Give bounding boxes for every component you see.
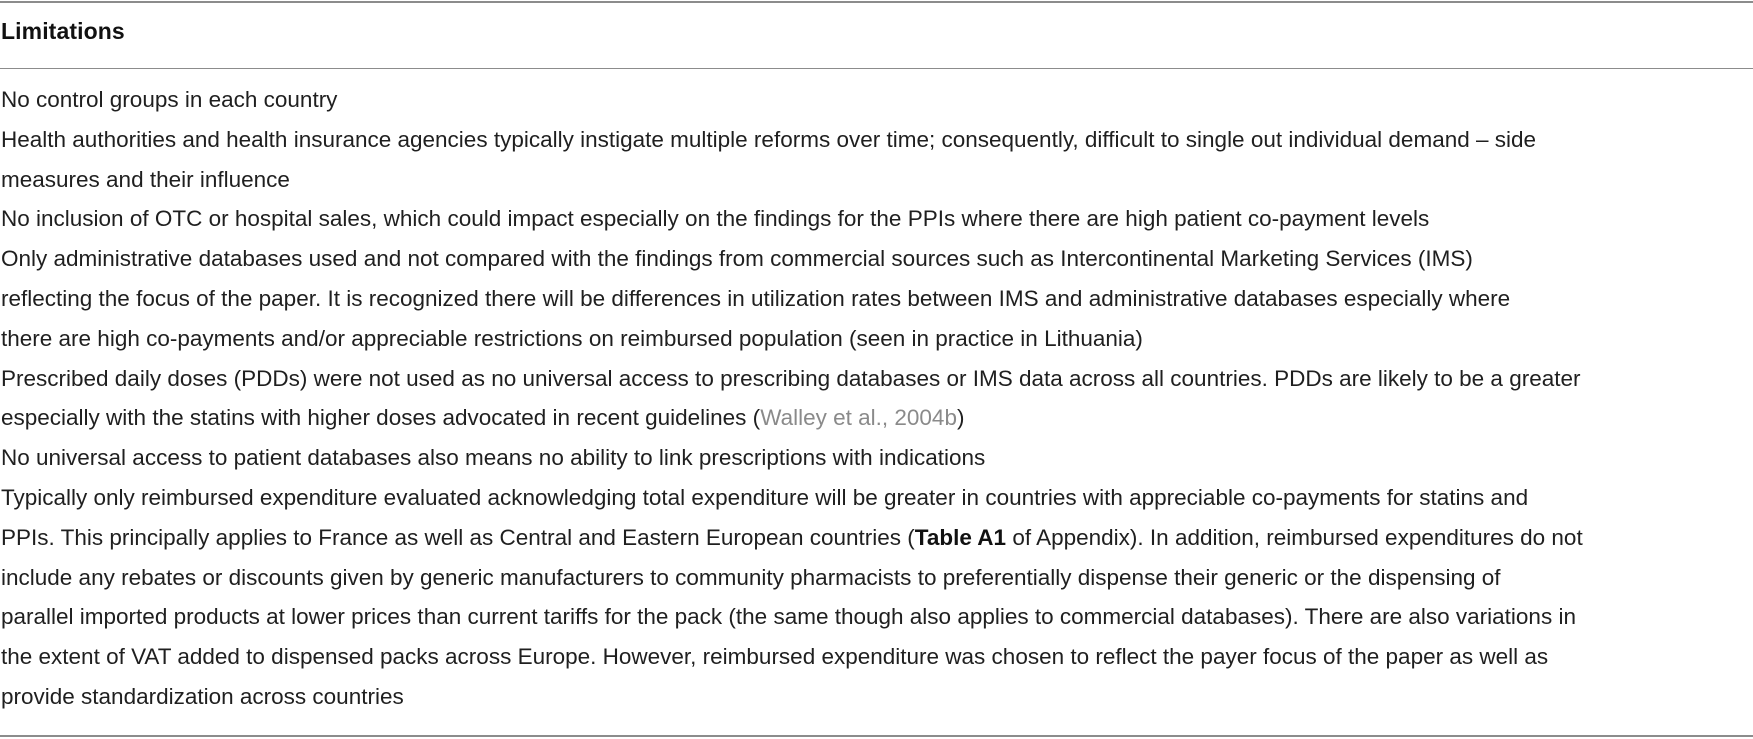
- row-text-segment: ): [956, 405, 965, 431]
- table-body: [1, 80, 1749, 717]
- row-text-line: measures and their influence: [1, 166, 290, 192]
- table-row-multiple-reforms: [1, 120, 1749, 200]
- row-text-line: Health authorities and health insurance agencies typically instigate multiple reforms over time; consequently, difficult to single out individual demand – side: [1, 126, 1537, 152]
- row-text-line: reflecting the focus of the paper. It is recognized there will be differences in utilization rates between IMS and administrative databases especially where: [1, 285, 1511, 311]
- table-header-rule: [0, 68, 1753, 69]
- row-text-line: provide standardization across countries: [1, 683, 404, 709]
- row-text-line: parallel imported products at lower prices than current tariffs for the pack (the same though also applies to commercial databases). There are also variations in: [1, 604, 1576, 630]
- row-text-line: Only administrative databases used and not compared with the findings from commercial sources such as Intercontinental Marketing Services (IMS): [1, 246, 1473, 272]
- row-text-segment: of Appendix). In addition, reimbursed expenditures do not: [1006, 524, 1583, 550]
- table-row-reimbursed-expenditure: [1, 478, 1749, 717]
- row-text-line: there are high co-payments and/or appreciable restrictions on reimbursed population (seen in practice in Lithuania): [1, 325, 1143, 351]
- table-row-patient-databases: [1, 438, 1749, 478]
- table-reference-link[interactable]: Table A1: [914, 524, 1007, 550]
- table-row-administrative-databases: [1, 239, 1749, 358]
- citation-link[interactable]: Walley et al., 2004b: [760, 405, 957, 431]
- row-text-line: Prescribed daily doses (PDDs) were not used as no universal access to prescribing databases or IMS data across all countries. PDDs are likely to be a greater: [1, 365, 1581, 391]
- row-text-line: include any rebates or discounts given by generic manufacturers to community pharmacists to preferentially dispense their generic or the dispensing of: [1, 564, 1501, 590]
- row-text-line: No inclusion of OTC or hospital sales, which could impact especially on the findings for the PPIs where there are high patient co-payment levels: [1, 206, 1430, 232]
- row-text-line: No universal access to patient databases also means no ability to link prescriptions with indications: [1, 445, 986, 471]
- row-text-line: No control groups in each country: [1, 87, 338, 112]
- row-text-line: [1, 518, 1749, 558]
- table-top-rule: [0, 1, 1753, 3]
- row-text-line: [1, 398, 1749, 438]
- row-text-line: the extent of VAT added to dispensed packs across Europe. However, reimbursed expenditure was chosen to reflect the payer focus of the paper as well as: [1, 644, 1549, 670]
- row-text-segment: PPIs. This principally applies to France as well as Central and Eastern European countries (: [1, 524, 915, 550]
- row-text-segment: especially with the statins with higher doses advocated in recent guidelines (: [1, 405, 761, 431]
- row-text-line: Typically only reimbursed expenditure evaluated acknowledging total expenditure will be greater in countries with appreciable co-payments for statins and: [1, 484, 1529, 510]
- table-row-prescribed-daily-doses: [1, 359, 1749, 439]
- table-bottom-rule: [0, 735, 1753, 737]
- table-row-no-control-groups: [1, 80, 1749, 120]
- table-column-header: Limitations: [1, 18, 125, 44]
- table-row-no-otc-sales: [1, 199, 1749, 239]
